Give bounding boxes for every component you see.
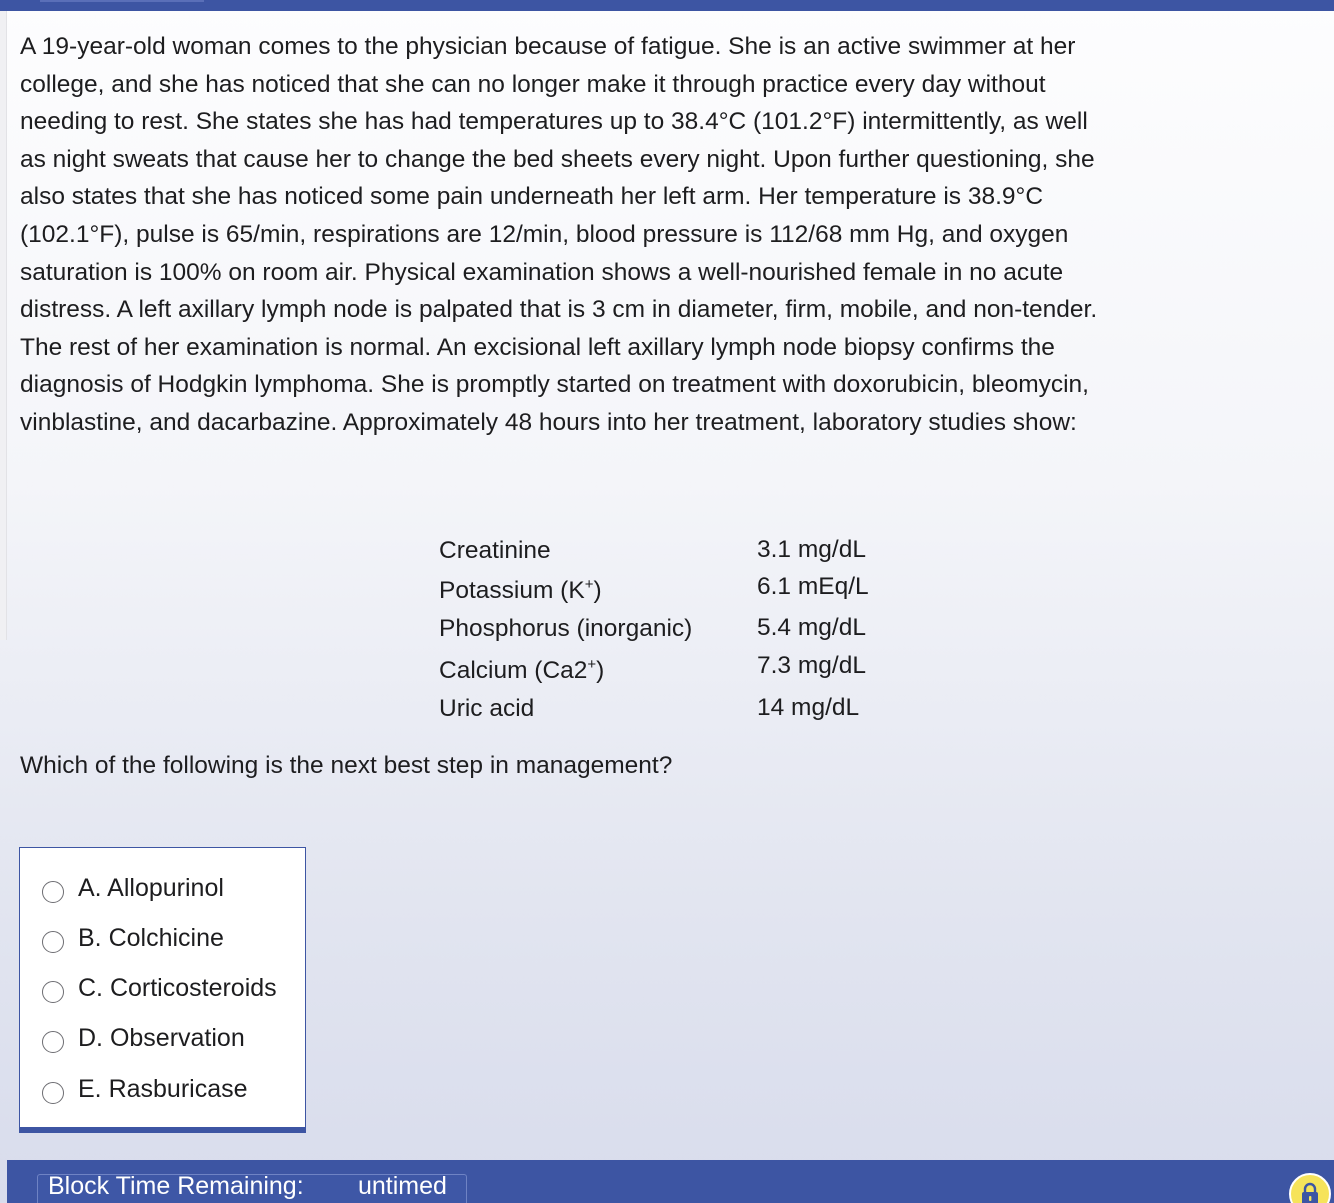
answer-options-box <box>19 847 306 1133</box>
option-label: C. Corticosteroids <box>78 973 277 1002</box>
lab-value: 3.1 mg/dL <box>757 536 866 563</box>
radio-button[interactable] <box>42 881 64 903</box>
lock-icon <box>1299 1181 1321 1203</box>
lab-value: 7.3 mg/dL <box>757 652 866 679</box>
option-d[interactable] <box>42 1018 245 1058</box>
option-label: D. Observation <box>78 1023 245 1052</box>
option-label: A. Allopurinol <box>78 873 224 902</box>
lab-name: Uric acid <box>439 695 535 723</box>
question-stem: A 19-year-old woman comes to the physician because of fatigue. She is an active swimmer at her college, and she has noticed that she can no longer make it through practice every day without needing to rest. She states she has had temperatures up to 38.4°C (101.2°F) intermittently, as well as night sweats that cause her to change the bed sheets every night. Upon further questioning, she also states that she has noticed some pain underneath her left arm. Her temperature is 38.9°C (102.1°F), pulse is 65/min, respirations are 12/min, blood pressure is 112/68 mm Hg, and oxygen saturation is 100% on room air. Physical examination shows a well-nourished female in no acute distress. A left axillary lymph node is palpated that is 3 cm in diameter, firm, mobile, and non-tender. The rest of her examination is normal. An excisional left axillary lymph node biopsy confirms the diagnosis of Hodgkin lymphoma. She is promptly started on treatment with doxorubicin, bleomycin, vinblastine, and dacarbazine. Approximately 48 hours into her treatment, laboratory studies show: <box>20 33 1098 436</box>
timer-value: untimed <box>358 1172 447 1200</box>
radio-button[interactable] <box>42 981 64 1003</box>
radio-button[interactable] <box>42 1031 64 1053</box>
radio-button[interactable] <box>42 931 64 953</box>
question-prompt: Which of the following is the next best step in management? <box>20 752 673 779</box>
lab-name: Calcium (Ca2+) <box>439 656 605 685</box>
lab-name: Creatinine <box>439 537 551 565</box>
radio-button[interactable] <box>42 1082 64 1104</box>
lab-value: 14 mg/dL <box>757 694 860 721</box>
top-bar <box>0 0 1334 11</box>
top-bar-tab <box>40 0 204 2</box>
lab-name: Phosphorus (inorganic) <box>439 615 693 643</box>
option-e[interactable] <box>42 1069 248 1109</box>
option-c[interactable] <box>42 968 277 1008</box>
option-label: E. Rasburicase <box>78 1074 248 1103</box>
option-label: B. Colchicine <box>78 923 224 952</box>
option-a[interactable] <box>42 868 224 908</box>
option-b[interactable] <box>42 918 224 958</box>
timer-label: Block Time Remaining: <box>48 1172 304 1200</box>
left-edge-panel <box>0 0 7 640</box>
lab-value: 6.1 mEq/L <box>757 573 869 600</box>
lab-value: 5.4 mg/dL <box>757 614 866 641</box>
lab-name: Potassium (K+) <box>439 576 602 605</box>
